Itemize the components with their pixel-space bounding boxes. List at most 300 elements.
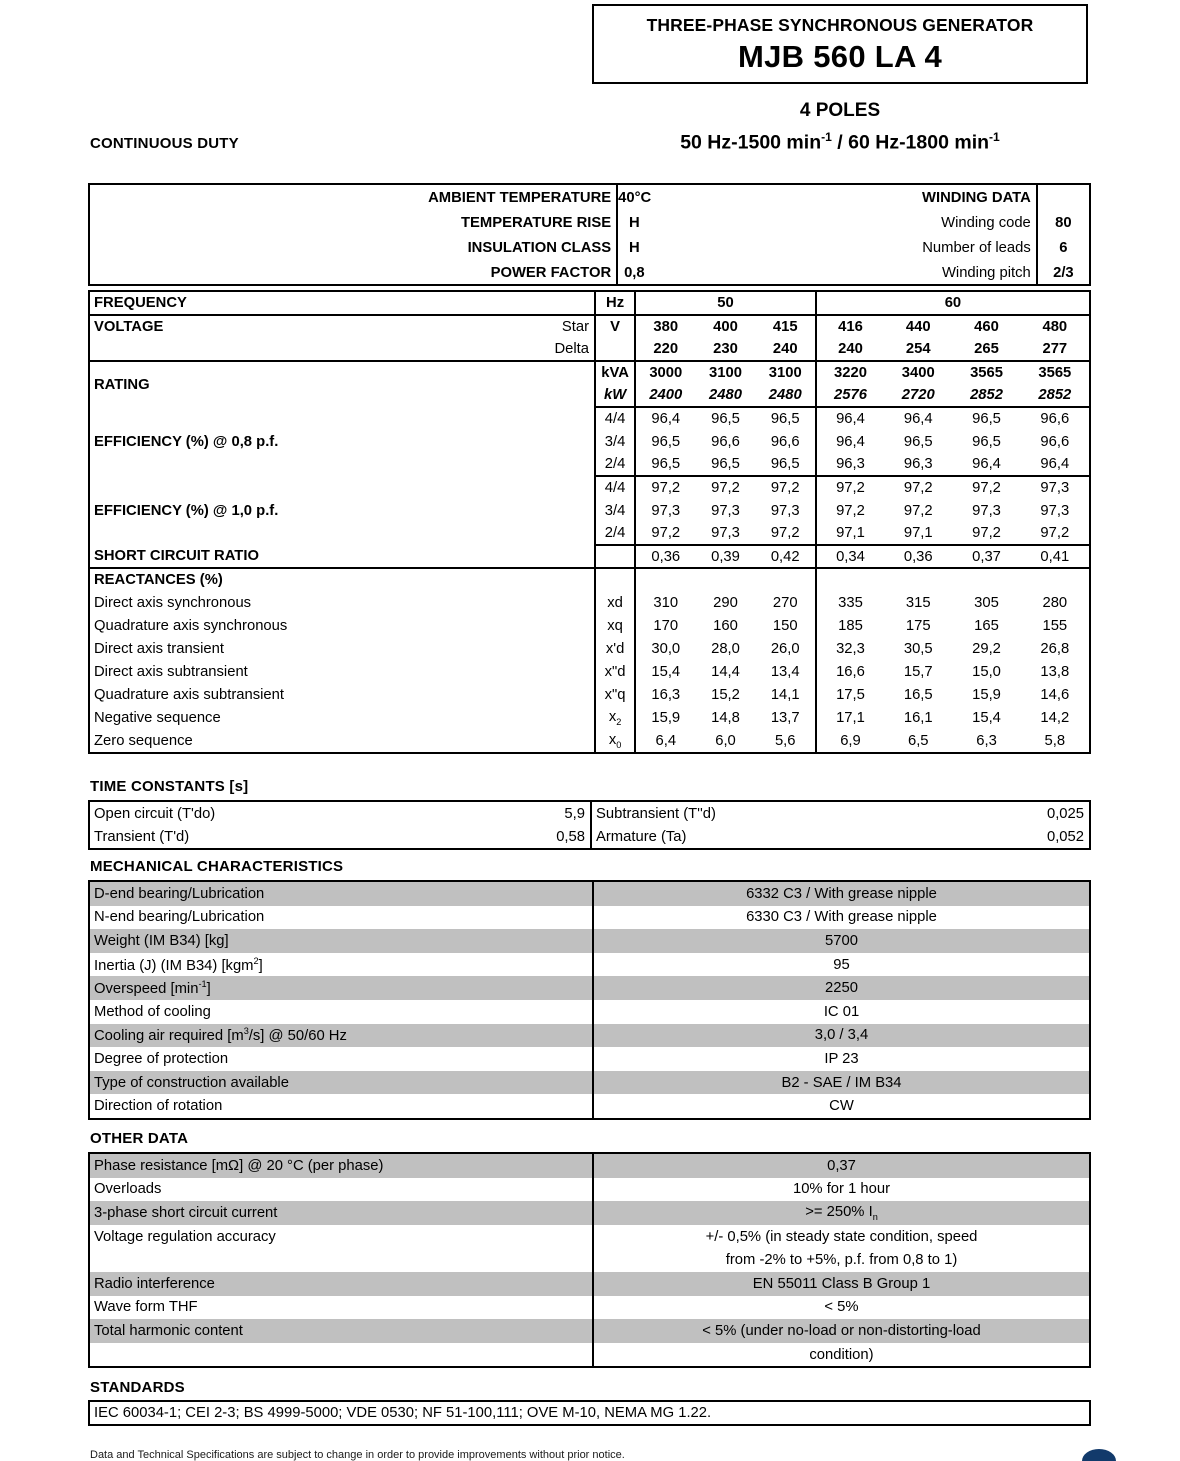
reactance-symbol: $x_0$ <box>595 729 635 752</box>
data-cell: 6,4 <box>655 732 677 749</box>
data-cell: 15,2 <box>711 686 740 703</box>
voltage-delta-unit <box>595 338 635 361</box>
rating-label: RATING <box>94 376 150 393</box>
data-cell: 96,5 <box>756 453 816 476</box>
spec-row-label: Method of cooling <box>94 1003 211 1020</box>
spec-row-label: Overloads <box>94 1181 162 1198</box>
data-cell: 16,5 <box>903 686 933 703</box>
spec-row-label: Cooling air required $[m^3/s]$ @ 50/60 Hz <box>90 1024 593 1048</box>
data-cell: 16,6 <box>816 660 884 683</box>
data-cell: 96,4 <box>952 453 1020 476</box>
data-cell: 460 <box>974 319 999 335</box>
data-cell: 5,8 <box>1044 732 1066 749</box>
data-cell: 13,4 <box>770 663 800 680</box>
reactance-name: Direct axis synchronous <box>94 594 252 611</box>
data-cell: 14,4 <box>711 663 740 680</box>
efficiency-08-row <box>90 407 1089 430</box>
data-cell: 97,2 <box>635 522 695 545</box>
data-cell: 0,42 <box>756 545 816 568</box>
data-cell: 220 <box>635 338 695 361</box>
speed-separator: / <box>831 131 849 154</box>
other-data-caption: OTHER DATA <box>90 1130 189 1147</box>
standards-caption: STANDARDS <box>90 1379 185 1396</box>
time-constant-right-value: 0,025 <box>1046 805 1084 822</box>
spec-row-value: IC 01 <box>593 1000 1089 1024</box>
data-cell: 15,0 <box>972 663 1001 680</box>
data-cell: 280 <box>1042 594 1068 611</box>
spec-row-label: Voltage regulation accuracy <box>94 1228 276 1245</box>
data-cell: 240 <box>756 338 816 361</box>
speed-60hz: 60 Hz-1800 min <box>848 131 990 154</box>
data-cell: 15,9 <box>972 686 1001 703</box>
reactance-name: Direct axis transient <box>94 640 224 657</box>
data-cell: 2852 <box>1021 384 1089 407</box>
voltage-label: VOLTAGE Star <box>94 319 589 335</box>
data-cell: 96,4 <box>816 407 884 430</box>
temperature-rise-value: H <box>617 210 650 235</box>
spec-row-label-blank <box>90 1248 593 1272</box>
label-superscript: 3 <box>243 1026 249 1037</box>
spec-row-value: CW <box>593 1094 1089 1118</box>
data-cell: 6,9 <box>816 729 884 752</box>
reactance-row <box>90 591 1089 614</box>
data-cell: 97,2 <box>711 480 740 496</box>
mechanical-row <box>90 1024 1089 1048</box>
reactance-symbol: xq <box>595 614 635 637</box>
data-cell: 97,2 <box>770 480 800 496</box>
spec-row-label: Type of construction available <box>90 1071 593 1095</box>
voltage-delta-label: Delta <box>90 338 595 361</box>
time-constant-left-value: 0,58 <box>556 828 585 845</box>
mechanical-row <box>90 929 1089 953</box>
info-row <box>90 235 1089 260</box>
voltage-star-label: Star <box>561 319 589 335</box>
speed-60hz-exponent: -1 <box>989 130 1000 144</box>
data-cell: 30,5 <box>903 640 933 657</box>
data-cell: 29,2 <box>972 640 1001 657</box>
time-constants-table <box>88 800 1091 850</box>
mechanical-row <box>90 1000 1089 1024</box>
data-cell: 6,5 <box>907 732 929 749</box>
spec-row-value: EN 55011 Class B Group 1 <box>593 1272 1089 1296</box>
data-cell: 97,2 <box>903 480 933 496</box>
other-data-row <box>90 1272 1089 1296</box>
info-row <box>90 185 1089 210</box>
spec-row-value: 6330 C3 / With grease nipple <box>593 906 1089 930</box>
time-constant-left: Transient (T'd) 0,58 <box>94 828 585 845</box>
reactances-unit <box>595 568 635 591</box>
data-cell: 2480 <box>695 384 755 407</box>
insulation-class-value: H <box>617 235 650 260</box>
time-constant-row <box>90 802 1089 825</box>
reactance-symbol: $x_2$ <box>595 706 635 729</box>
spec-row-value: 5700 <box>593 929 1089 953</box>
data-cell: 416 <box>816 315 884 338</box>
short-circuit-ratio-row <box>90 545 1089 568</box>
data-cell: 15,4 <box>651 663 681 680</box>
data-cell: 97,3 <box>1040 480 1070 496</box>
reactance-row <box>90 614 1089 637</box>
data-cell: 14,1 <box>770 686 800 703</box>
data-cell: 97,2 <box>972 480 1001 496</box>
data-cell: 96,6 <box>711 433 740 450</box>
data-cell: 96,4 <box>903 411 933 427</box>
spec-row-value: < 5% (under no-load or non-distorting-load <box>593 1319 1089 1343</box>
info-row <box>90 260 1089 285</box>
other-data-row <box>90 1319 1089 1343</box>
data-cell <box>1021 568 1089 591</box>
time-constant-left: Open circuit (T'do) 5,9 <box>94 805 585 822</box>
short-circuit-ratio-label: SHORT CIRCUIT RATIO <box>90 545 595 568</box>
data-cell: 400 <box>713 319 738 335</box>
data-cell: 290 <box>713 594 738 611</box>
data-cell: 13,8 <box>1040 663 1070 680</box>
time-constant-right-value: 0,052 <box>1046 828 1084 845</box>
title-box <box>592 4 1088 84</box>
data-cell: 3100 <box>709 365 742 381</box>
other-data-row <box>90 1296 1089 1320</box>
spec-row-value: 10% for 1 hour <box>593 1178 1089 1202</box>
data-cell: 96,5 <box>695 453 755 476</box>
spec-row-label: Inertia (J) (IM B34) [kgm$^2$] <box>94 955 263 974</box>
spec-row-value: 3,0 / 3,4 <box>593 1024 1089 1048</box>
winding-pitch-value: 2/3 <box>1037 260 1089 285</box>
data-cell: 26,8 <box>1040 640 1070 657</box>
reactance-name: Quadrature axis synchronous <box>94 617 288 634</box>
data-cell: 97,1 <box>884 522 952 545</box>
reactance-row <box>90 683 1089 706</box>
time-constant-left-value: 5,9 <box>564 805 585 822</box>
data-cell: 15,7 <box>903 663 933 680</box>
data-cell: 32,3 <box>816 637 884 660</box>
data-cell: 17,5 <box>816 683 884 706</box>
other-data-row <box>90 1201 1089 1225</box>
value-subscript: n <box>872 1211 878 1222</box>
reactance-name: Zero sequence <box>94 732 193 749</box>
short-circuit-ratio-unit <box>595 545 635 568</box>
voltage-delta-row <box>90 338 1089 361</box>
rating-kw-unit: kW <box>595 384 635 407</box>
spec-row-label-blank <box>90 1343 593 1367</box>
other-data-table <box>88 1152 1091 1368</box>
winding-data-title: WINDING DATA <box>922 189 1031 206</box>
data-cell: 265 <box>952 338 1020 361</box>
mechanical-row <box>90 953 1089 977</box>
spec-row-label: Overspeed $[\min^{-1}]$ <box>90 976 593 1000</box>
spec-row-value: 95 <box>593 953 1089 977</box>
data-cell: 270 <box>772 594 798 611</box>
data-cell: 16,1 <box>903 709 933 726</box>
voltage-star-row <box>90 315 1089 338</box>
mechanical-row <box>90 1071 1089 1095</box>
data-cell: 96,5 <box>711 411 740 427</box>
spec-row-label: Weight (IM B34) [kg] <box>90 929 593 953</box>
efficiency-10-load: 4/4 <box>595 476 635 499</box>
data-cell: 96,4 <box>816 430 884 453</box>
data-cell: 96,3 <box>884 453 952 476</box>
data-cell: 380 <box>653 319 679 335</box>
reactance-row <box>90 637 1089 660</box>
mechanical-row <box>90 1047 1089 1071</box>
product-model: MJB 560 LA 4 <box>737 39 943 74</box>
other-data-row <box>90 1225 1089 1249</box>
winding-code-label: Winding code <box>941 214 1031 231</box>
data-cell: 315 <box>905 594 931 611</box>
data-cell: 5,6 <box>774 732 796 749</box>
data-cell: 150 <box>772 617 798 634</box>
info-row <box>90 210 1089 235</box>
data-cell: 96,5 <box>972 411 1001 427</box>
number-of-leads-value: 6 <box>1037 235 1089 260</box>
data-cell <box>816 568 884 591</box>
data-cell: 96,4 <box>1021 453 1089 476</box>
winding-data-title-spacer <box>1037 185 1089 210</box>
brand-logo <box>1082 1449 1116 1461</box>
label-superscript: -1 <box>198 979 207 990</box>
data-cell <box>756 568 816 591</box>
mechanical-row <box>90 976 1089 1000</box>
data-cell: 230 <box>695 338 755 361</box>
time-constants-caption: TIME CONSTANTS [s] <box>90 778 249 795</box>
mechanical-table <box>88 880 1091 1120</box>
data-cell: 96,4 <box>651 411 681 427</box>
data-cell: 13,7 <box>770 709 800 726</box>
voltage-unit: V <box>595 315 635 338</box>
spec-row-value: IP 23 <box>593 1047 1089 1071</box>
winding-pitch-label: Winding pitch <box>941 264 1031 281</box>
data-cell: 97,1 <box>816 522 884 545</box>
spec-row-value: 2250 <box>593 976 1089 1000</box>
data-cell: 97,2 <box>816 476 884 499</box>
data-cell: 440 <box>905 319 931 335</box>
data-cell: 0,41 <box>1021 545 1089 568</box>
data-cell: 415 <box>772 319 798 335</box>
data-cell: 96,5 <box>972 433 1001 450</box>
efficiency-10-label: EFFICIENCY (%) @ 1,0 p.f. <box>94 502 279 519</box>
data-cell: 96,6 <box>1040 411 1070 427</box>
data-cell: 0,36 <box>635 545 695 568</box>
temperature-rise-label: TEMPERATURE RISE <box>460 214 612 231</box>
spec-row-label: Wave form THF <box>94 1299 198 1316</box>
spec-row-label: 3-phase short circuit current <box>90 1201 593 1225</box>
ratings-table <box>88 290 1091 754</box>
number-of-leads-label: Number of leads <box>922 239 1031 256</box>
data-cell <box>635 568 695 591</box>
data-cell: 185 <box>816 614 884 637</box>
data-cell: 175 <box>905 617 931 634</box>
data-cell: 0,39 <box>695 545 755 568</box>
frequency-group-50: 50 <box>635 292 816 315</box>
data-cell: 305 <box>974 594 999 611</box>
data-cell: 3565 <box>1038 365 1072 381</box>
data-cell: 14,6 <box>1040 686 1070 703</box>
data-cell: 97,2 <box>756 522 816 545</box>
data-cell: 14,2 <box>1040 709 1070 726</box>
data-cell: 310 <box>653 594 679 611</box>
data-cell: 14,8 <box>711 709 740 726</box>
spec-row-label: Radio interference <box>90 1272 593 1296</box>
data-cell: 240 <box>816 338 884 361</box>
speed-50hz-exponent: -1 <box>821 130 832 144</box>
data-cell: 96,5 <box>903 433 933 450</box>
reactance-row <box>90 706 1089 729</box>
data-cell: 3000 <box>649 365 683 381</box>
other-data-row <box>90 1154 1089 1178</box>
spec-row-value-continued: from -2% to +5%, p.f. from 0,8 to 1) <box>593 1248 1089 1272</box>
data-cell: 97,2 <box>651 480 681 496</box>
data-cell: 97,3 <box>711 502 740 519</box>
winding-code-value: 80 <box>1037 210 1089 235</box>
data-cell: 2852 <box>952 384 1020 407</box>
data-cell: 2720 <box>884 384 952 407</box>
time-constant-row <box>90 825 1089 848</box>
data-cell: 3220 <box>816 361 884 384</box>
frequency-unit: Hz <box>595 292 635 315</box>
data-cell: 97,3 <box>695 522 755 545</box>
spec-row-label: Direction of rotation <box>94 1098 223 1115</box>
mechanical-row <box>90 882 1089 906</box>
data-cell: 6,0 <box>715 732 736 749</box>
data-cell: 96,5 <box>770 411 800 427</box>
spec-row-value: B2 - SAE / IM B34 <box>593 1071 1089 1095</box>
data-cell: 254 <box>884 338 952 361</box>
other-data-row <box>90 1178 1089 1202</box>
insulation-class-label: INSULATION CLASS <box>467 239 612 256</box>
rating-kva-row <box>90 361 1089 384</box>
efficiency-08-load: 2/4 <box>595 453 635 476</box>
data-cell: 15,9 <box>651 709 681 726</box>
spec-row-value: >= 250% $I_n$ <box>593 1201 1089 1225</box>
spec-row-value: < 5% <box>593 1296 1089 1320</box>
reactance-symbol: x"q <box>595 683 635 706</box>
data-cell: 96,5 <box>635 453 695 476</box>
data-cell: 170 <box>653 617 679 634</box>
data-cell: 16,3 <box>651 686 681 703</box>
spec-row-value: 6332 C3 / With grease nipple <box>593 882 1089 906</box>
speed-label <box>592 130 1088 155</box>
data-cell: 96,5 <box>651 433 681 450</box>
time-constant-right: Armature (Ta) 0,052 <box>591 825 1089 848</box>
reactance-symbol: x"d <box>595 660 635 683</box>
info-block <box>88 183 1091 286</box>
frequency-group-60: 60 <box>816 292 1089 315</box>
data-cell: 97,2 <box>816 499 884 522</box>
data-cell: 160 <box>713 617 738 634</box>
efficiency-08-load: 3/4 <box>595 430 635 453</box>
power-factor-label: POWER FACTOR <box>490 264 612 281</box>
spec-row-label: D-end bearing/Lubrication <box>90 882 593 906</box>
spec-row-label: Total harmonic content <box>90 1319 593 1343</box>
power-factor-value: 0,8 <box>617 260 650 285</box>
data-cell: 97,3 <box>651 502 681 519</box>
data-cell: 97,2 <box>903 502 933 519</box>
data-cell <box>695 568 755 591</box>
rating-kva-unit: kVA <box>595 361 635 384</box>
reactance-name: Quadrature axis subtransient <box>94 686 284 703</box>
data-cell: 96,6 <box>770 433 800 450</box>
data-cell: 97,3 <box>770 502 800 519</box>
data-cell: 3400 <box>901 365 935 381</box>
data-cell: 97,2 <box>952 522 1020 545</box>
data-cell: 2400 <box>635 384 695 407</box>
reactance-symbol-subscript: 0 <box>616 739 622 750</box>
reactance-symbol: x'd <box>595 637 635 660</box>
data-cell: 3565 <box>970 365 1003 381</box>
spec-row-value: 0,37 <box>593 1154 1089 1178</box>
data-cell: 26,0 <box>770 640 800 657</box>
reactance-symbol: xd <box>595 591 635 614</box>
reactance-row <box>90 660 1089 683</box>
duty-label: CONTINUOUS DUTY <box>90 135 239 152</box>
data-cell: 15,4 <box>972 709 1001 726</box>
efficiency-10-load: 2/4 <box>595 522 635 545</box>
data-cell: 96,6 <box>1040 433 1070 450</box>
efficiency-10-row <box>90 476 1089 499</box>
data-cell: 0,34 <box>816 545 884 568</box>
data-cell: 97,2 <box>1021 522 1089 545</box>
mechanical-caption: MECHANICAL CHARACTERISTICS <box>90 858 344 875</box>
poles-label: 4 POLES <box>799 100 881 121</box>
efficiency-08-label: EFFICIENCY (%) @ 0,8 p.f. <box>94 433 279 450</box>
data-cell: 2576 <box>816 384 884 407</box>
frequency-row <box>90 292 1089 315</box>
data-cell: 155 <box>1042 617 1068 634</box>
footer-disclaimer: Data and Technical Specifications are subject to change in order to provide improvements without prior notice. <box>90 1449 625 1461</box>
data-cell: 96,3 <box>816 453 884 476</box>
data-cell: 480 <box>1042 319 1068 335</box>
reactance-row <box>90 729 1089 752</box>
data-cell: 97,3 <box>972 502 1001 519</box>
other-data-row-continuation <box>90 1343 1089 1367</box>
data-cell: 277 <box>1021 338 1089 361</box>
mechanical-row <box>90 1094 1089 1118</box>
reactance-symbol-subscript: 2 <box>616 716 622 727</box>
time-constant-right: Subtransient (T''d) 0,025 <box>591 802 1089 825</box>
reactances-label: REACTANCES (%) <box>94 572 223 588</box>
speed-50hz: 50 Hz-1500 min <box>680 131 822 154</box>
data-cell <box>952 568 1020 591</box>
data-cell: 2480 <box>756 384 816 407</box>
mechanical-row <box>90 906 1089 930</box>
spec-row-value: +/- 0,5% (in steady state condition, speed <box>593 1225 1089 1249</box>
reactance-name: Negative sequence <box>94 709 221 726</box>
data-cell: 3100 <box>768 365 802 381</box>
data-cell: 0,37 <box>952 545 1020 568</box>
ambient-temperature-value: 40°C <box>617 185 650 210</box>
data-cell: 97,3 <box>1040 502 1070 519</box>
efficiency-08-load: 4/4 <box>595 407 635 430</box>
reactances-heading-row <box>90 568 1089 591</box>
data-cell: 17,1 <box>816 706 884 729</box>
efficiency-10-load: 3/4 <box>595 499 635 522</box>
ambient-temperature-label: AMBIENT TEMPERATURE <box>428 189 612 206</box>
label-superscript: 2 <box>253 955 259 966</box>
frequency-label: FREQUENCY <box>90 292 595 315</box>
data-cell: 30,0 <box>651 640 681 657</box>
data-cell: 0,36 <box>884 545 952 568</box>
standards-text: IEC 60034-1; CEI 2-3; BS 4999-5000; VDE 0530; NF 51-100,111; OVE M-10, NEMA MG 1.22. <box>88 1400 1091 1426</box>
data-cell <box>884 568 952 591</box>
other-data-row-continuation <box>90 1248 1089 1272</box>
data-cell: 165 <box>974 617 999 634</box>
data-cell: 6,3 <box>976 732 997 749</box>
reactance-name: Direct axis subtransient <box>94 663 248 680</box>
product-category: THREE-PHASE SYNCHRONOUS GENERATOR <box>646 15 1034 35</box>
spec-row-value-continued: condition) <box>593 1343 1089 1367</box>
spec-row-label: N-end bearing/Lubrication <box>94 909 265 926</box>
spec-row-label: Degree of protection <box>94 1050 229 1067</box>
data-cell: 28,0 <box>711 640 740 657</box>
